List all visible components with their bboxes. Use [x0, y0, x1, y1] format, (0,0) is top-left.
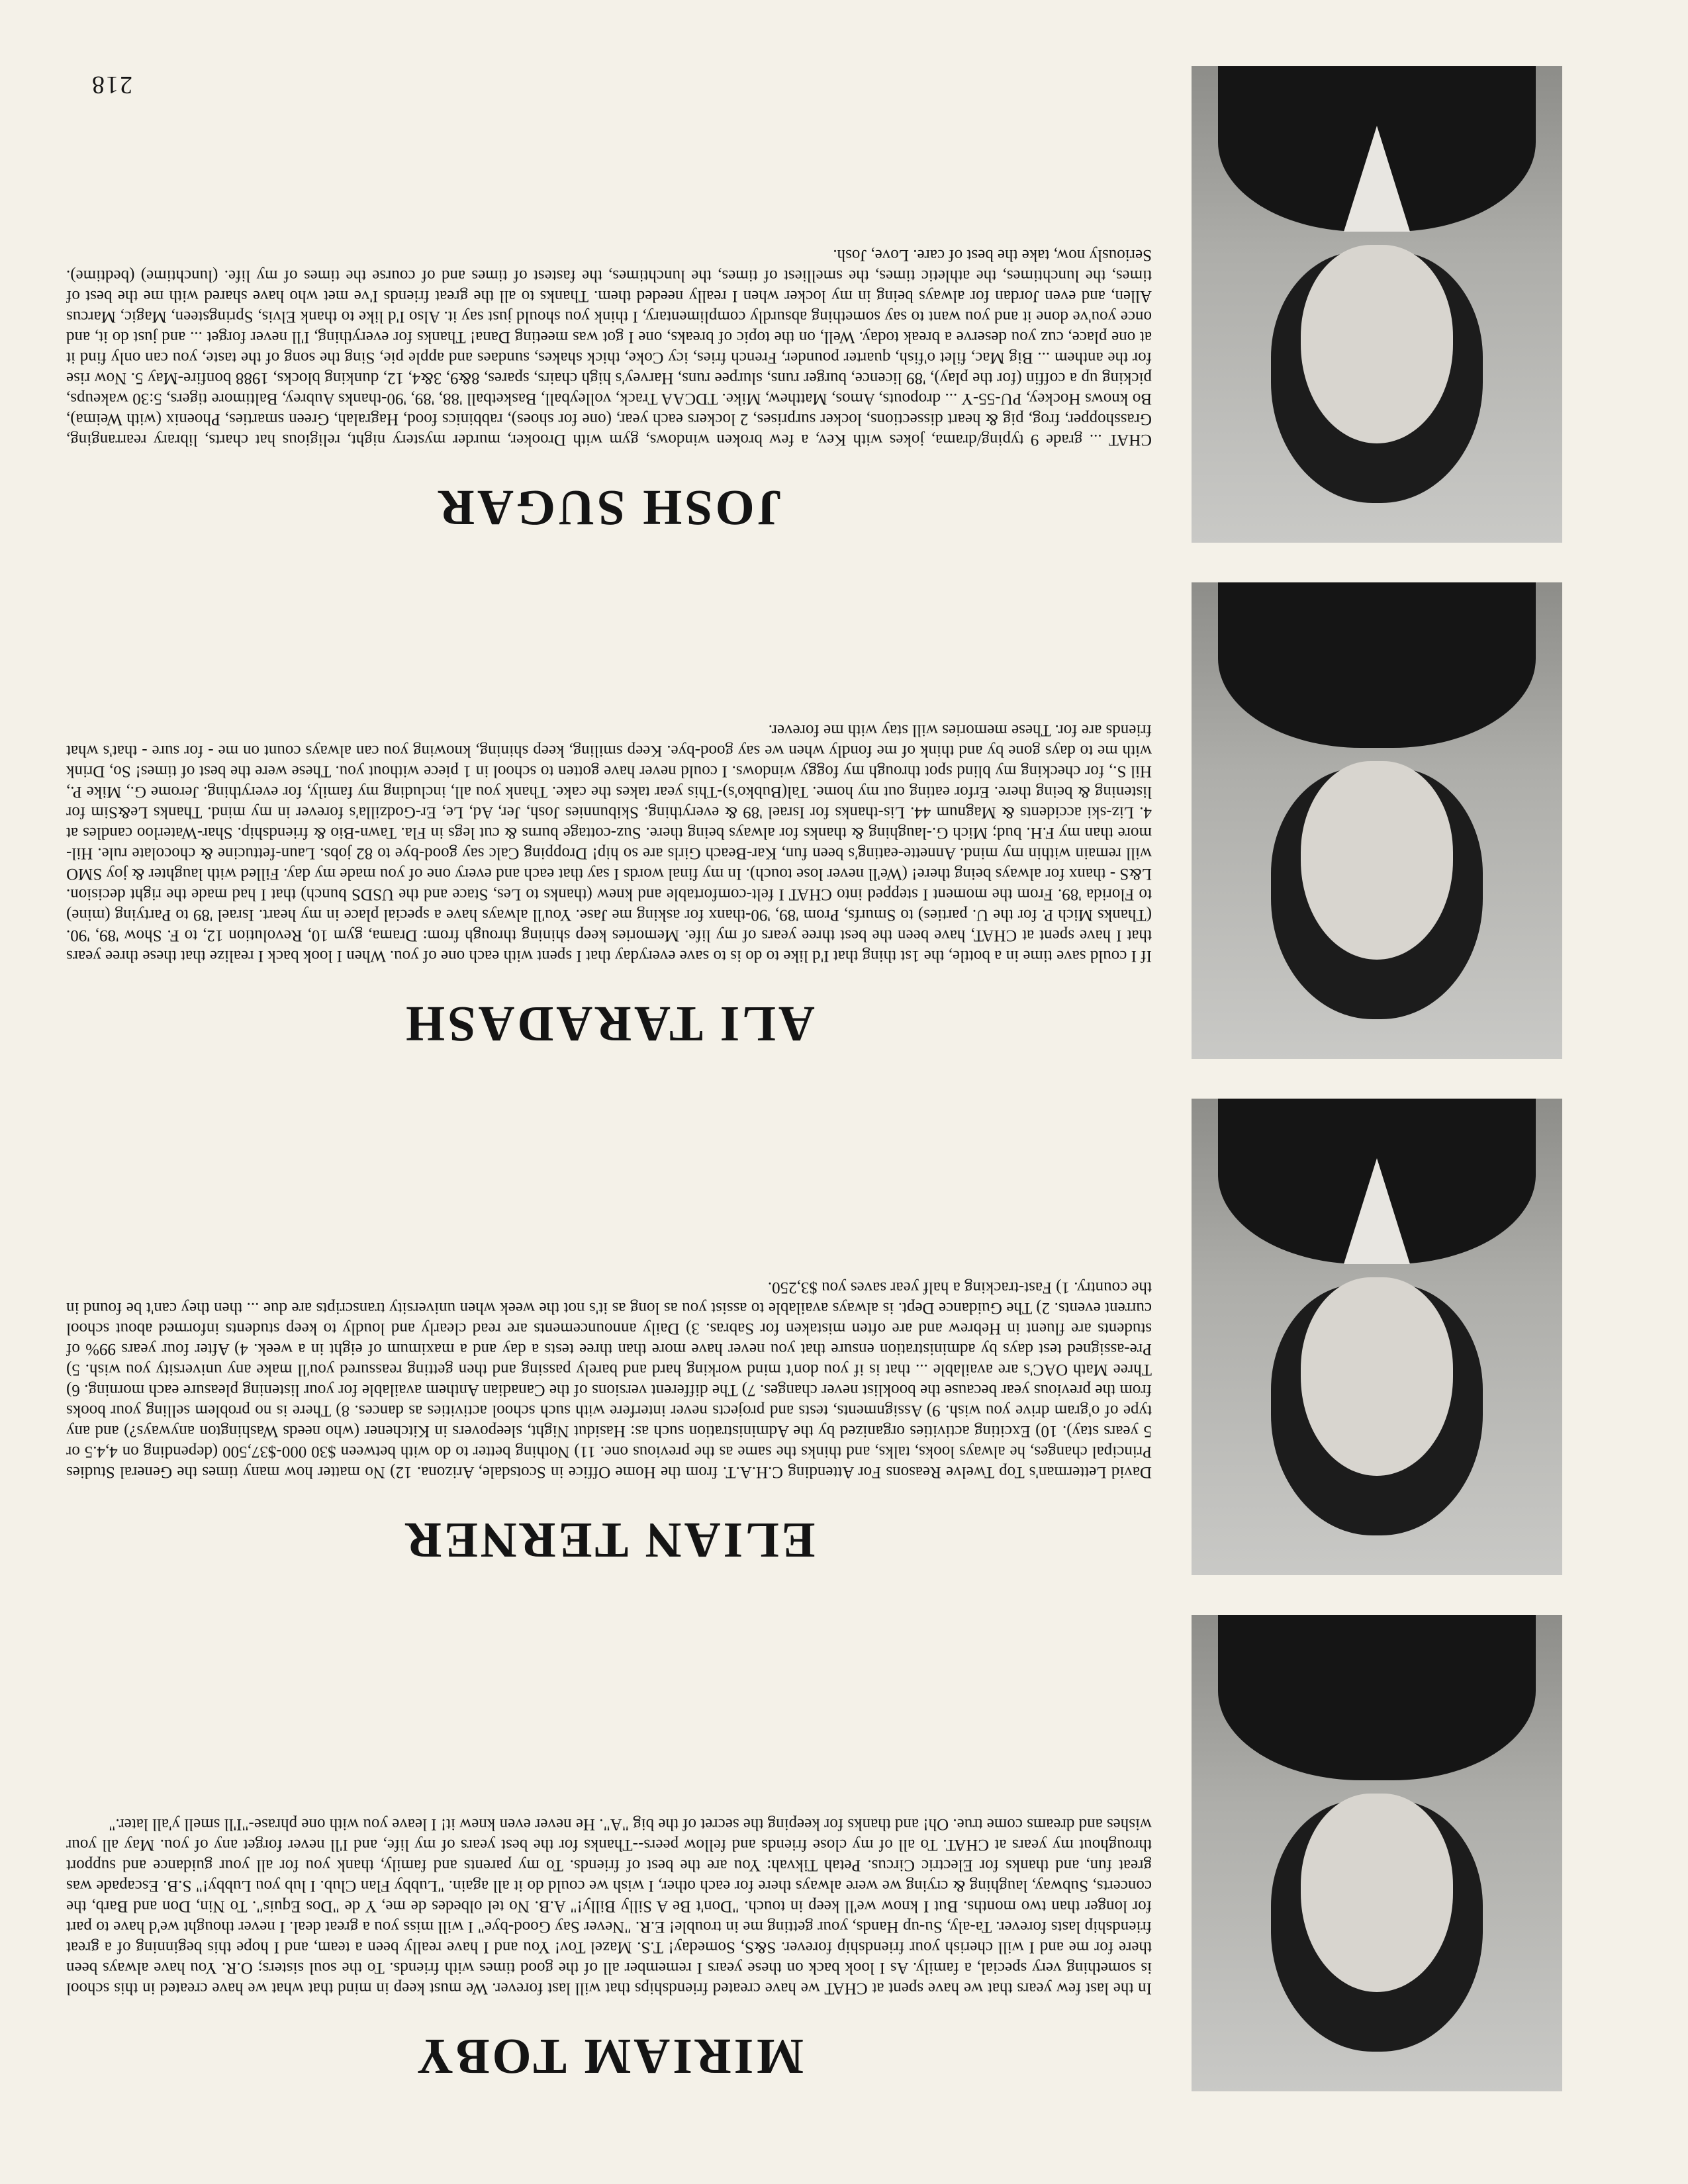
- bio-text: David Letterman's Top Twelve Reasons For Attending C.H.A.T. from the Home Office in Scotsdale, Arizona. 12) No matter how many times the General Studies Principal changes, he always looks, talks, and thinks the same as the previous one. 11) Nothing better to do with between $30 000-$37,500 (depending on 4,4.5 or 5 years stay). 10) Exciting activities organized by the Administration such as: Hasidut Night, sleepovers in Kitchener (who needs Washington anyways?) and any type of o'gram drive you wish. 9) Assignments, tests and projects never interfere with such school activities as dances. 8) There is no problem selling your books from the previous year because the booklist never changes. 7) The different versions of the Canadian Anthem available for your listening pleasure each morning. 6) Three Math OAC's are available ... that is if you don't mind working hard and barely passing and then getting reassured you'll make any university you wish. 5) Pre-assigned test days by administration ensure that you never have more than three tests a day and a maximum of eight in a week. 4) After four years 99% of students are fluent in Hebrew and are often mistaken for Sabras. 3) Daily announcements are read clearly and loudly to keep students informed about school current events. 2) The Guidance Dept. is always available to assist you as long as it's not the week when university transcripts are due ... then they can't be found in the country. 1) Fast-tracking a half year saves you $3,250.: [66, 1279, 1152, 1481]
- bio-text: If I could save time in a bottle, the 1st thing that I'd like to do is to save everyday that I spent with each one of you. When I look back I realize that these three years that I have spent at CHAT, have been the best three years of my life. Memories keep shining through from: Drama, gym 10, Revolution 12, to F. Show '89, '90. (Thanks Mich P. for the U. parties) to Smurfs, Prom '89, '90-thanx for asking me Jase. You'll always have a special place in my heart. Israel '89 to Partying (mine) to Florida '89. From the moment I stepped into CHAT I felt-comfortable and knew (thanks to Les, Stace and the USDS bunch) that I had made the right decision. L&S - thanx for always being there! (We'll never lose touch). In my final words I say that each and every one of you made my day. Filled with laughter & joy SMO will remain within my mind. Annette-eating's been fun, Kar-Beach Girls are so hip! Dropping Calc say good-bye to 82 jobs. Laun-fettucine & chocolate rule. Hil-more than my F.H. bud; Mich G.-laughing & thanks for always being there. Suz-cottage burns & cut legs in Fla. Tawn-Bio & friendship. Shar-Waterloo candles at 4. Liz-ski accidents & Magnum 44. Lis-thanks for Israel '89 & everything. Skibunnies Josh, Jer, Ad, Le, Er-Godzilla's forever in my mind. Thanks Le&Sim for listening & being there. Erfor eating out my home. Tal(Bubko's)-This year takes the cake. Thank you all, including my family, for everything. Jerome G., Mike P., Hil S., for checking my blind spot through my foggy windows. I could never have gotten to school in 1 piece without you. These were the best of times! So, Drink with me to days gone by and think of me fondly when we say good-bye. Keep smiling, keep shining, knowing you can always count on me - for sure - that's what friends are for. These memories will stay with me forever.: [66, 721, 1152, 965]
- student-name: ALI TARADASH: [403, 996, 815, 1052]
- bio-josh-sugar: [7, 53, 1562, 556]
- bio-elian-terner: [7, 1085, 1562, 1588]
- portrait-photo: [1192, 582, 1562, 1059]
- portrait-photo: [1192, 1099, 1562, 1575]
- portrait-photo: [1192, 1615, 1562, 2091]
- portrait-photo: [1192, 66, 1562, 543]
- bio-text: CHAT ... grade 9 typing/drama, jokes with Kev, a few broken windows, gym with Drooker, murder mystery night, religious hat charts, library rearranging, Grasshopper, frog, pig & heart dissections, locker surprises, 2 lockers each year, (one for shoes), rabbinics food, Hagralah, Green smarties, Phoenix (with Weima), Bo knows Hockey, PU-55-Y ... dropouts, Amos, Matthew, Mike. TDCAA Track, volleyball, Basketball '88, '89, '90-thanks Aubrey, Baltimore tigers, 5:30 wakeups, picking up a coffin (for the play), '89 licence, burger runs, slurpee runs, Harvey's high chairs, spares, 8&9, 3&4, 12, dunking blocks, 1988 bonfire-May 5. Now rise for the anthem ... Big Mac, filet o'fish, quarter pounder, French fries, icy Coke, thick shakes, sundaes and apple pie, Sing the song of the taste, you can only find it at one place, cuz you deserve a break today. Well, on the topic of breaks, one I got was meeting Dana! Thanks for everything, I'll never forget ... and just do it, and once you've done it and you want to say something absurdly complimentary, I think you should just say it. Also I'd like to thank Elvis, Springsteen, Magic, Marcus Allen, and even Jordan for always being in my locker when I really needed them. Thanks to all the great friends I've met who have shared with me the best of times, the lunchtimes, the athletic times, the smelliest of times, the lunchtimes, the fastest of times and of course the times of my life. (lunchtime) (bedtime). Seriously now, take the best of care. Love, Josh.: [66, 246, 1152, 449]
- bio-miriam-toby: [7, 1602, 1562, 2105]
- student-name: MIRIAM TOBY: [414, 2028, 804, 2084]
- student-name: JOSH SUGAR: [436, 480, 782, 535]
- student-name: ELIAN TERNER: [402, 1512, 816, 1568]
- page-number: 218: [91, 71, 132, 99]
- bio-ali-taradash: [7, 569, 1562, 1072]
- bio-text: In the last few years that we have spent at CHAT we have created friendships that will last forever. We must keep in mind that what we have created in this school is something very special, a family. As I look back on these years I remember all of the good times with friends. To the soul sisters; O.R. You have always been there for me and I will cherish your friendship forever. S&S, Someday! T.S. Mazel Tov! You and I have really been a team, and I hope this beginning of a great friendship lasts forever. Ta-aly, Su-up Hands, your getting me in trouble! E.R. "Never Say Good-bye" I will miss you a great deal. I never thought we'd have to part for longer than two months. But I know we'll keep in touch. "Don't Be A Silly Billy!" A.B. No tel olbedes de me, Y de "Dos Equis". To Nin, Don and Barb, the concerts, Subway, laughing & crying we were always there for each other, I wish we could do it all again. "Lubby Flan Club. I lub you Lubby!" S.B. Escapade was great fun, and thanks for Electric Circus. Petah Tikvah: You are the best of friends. To my parents and family, thank you for all your guidance and support throughout my years at CHAT. To all of my close friends and fellow peers--Thanks for the best years of my life, and I'll never forget any of you. May all your wishes and dreams come true. Oh! and thanks for keeping the secret of the big "A". He never even knew it! I leave you with one phrase-"I'll smell y'all later.": [66, 1815, 1152, 1997]
